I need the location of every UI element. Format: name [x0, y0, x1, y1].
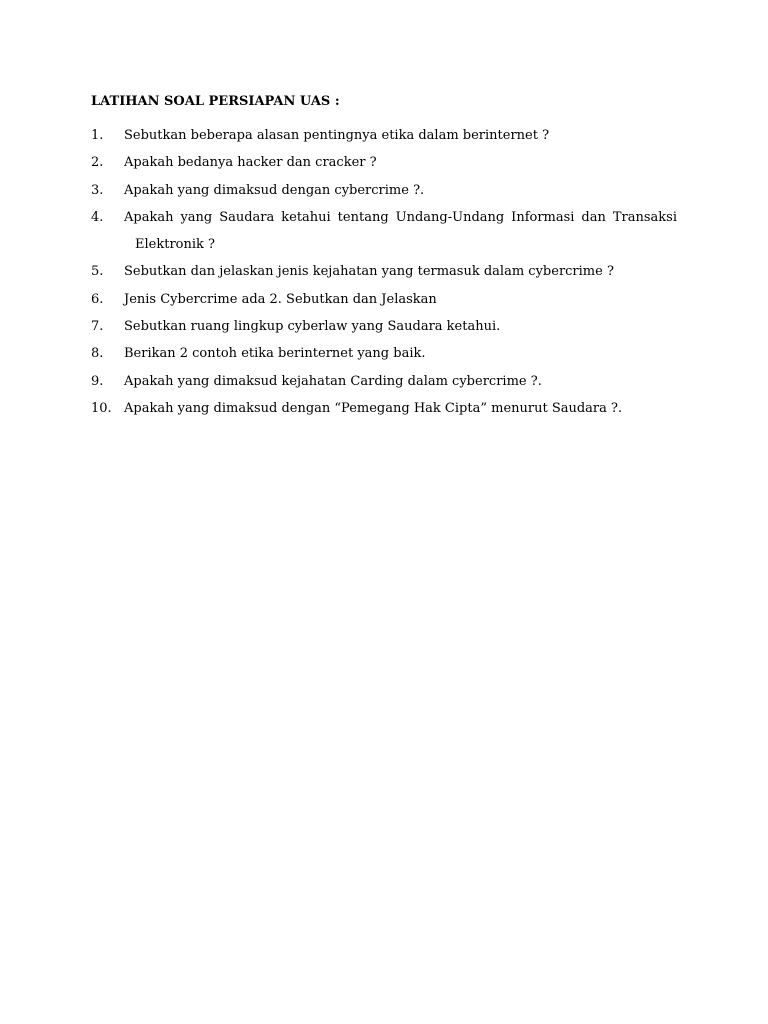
question-text: Sebutkan ruang lingkup cyberlaw yang Saudara ketahui. — [124, 319, 501, 335]
question-text: Apakah yang Saudara ketahui tentang Undang-Undang Informasi dan Transaksi — [124, 209, 677, 225]
question-number: 7. — [91, 319, 104, 335]
question-item — [91, 395, 677, 422]
question-item — [91, 286, 677, 313]
question-number: 3. — [91, 182, 104, 198]
question-number: 1. — [91, 128, 104, 143]
question-number: 9. — [91, 373, 104, 389]
question-number: 4. — [91, 209, 104, 225]
question-item — [91, 177, 677, 204]
question-text-continuation: Elektronik ? — [135, 237, 215, 253]
question-number: 2. — [91, 155, 104, 171]
question-text: Sebutkan beberapa alasan pentingnya etika dalam berinternet ? — [124, 128, 550, 143]
question-item — [91, 258, 677, 285]
question-text: Apakah bedanya hacker dan cracker ? — [124, 155, 377, 171]
question-text: Apakah yang dimaksud kejahatan Carding dalam cybercrime ?. — [124, 373, 542, 389]
question-text: Apakah yang dimaksud dengan “Pemegang Hak Cipta” menurut Saudara ?. — [124, 400, 623, 416]
question-item — [91, 340, 677, 367]
question-item — [91, 149, 677, 176]
question-text: Apakah yang dimaksud dengan cybercrime ?. — [124, 182, 425, 198]
question-item — [91, 368, 677, 395]
question-number: 8. — [91, 346, 104, 362]
question-text: Sebutkan dan jelaskan jenis kejahatan yang termasuk dalam cybercrime ? — [124, 264, 614, 280]
question-number: 5. — [91, 264, 104, 280]
question-number: 6. — [91, 291, 104, 307]
question-item — [91, 313, 677, 340]
question-item — [91, 122, 677, 149]
document-title: LATIHAN SOAL PERSIAPAN UAS : — [91, 94, 340, 109]
question-text: Berikan 2 contoh etika berinternet yang baik. — [124, 346, 426, 362]
question-text: Jenis Cybercrime ada 2. Sebutkan dan Jelaskan — [124, 291, 437, 307]
question-list — [91, 122, 677, 422]
question-number: 10. — [91, 400, 112, 416]
question-item — [91, 204, 677, 259]
